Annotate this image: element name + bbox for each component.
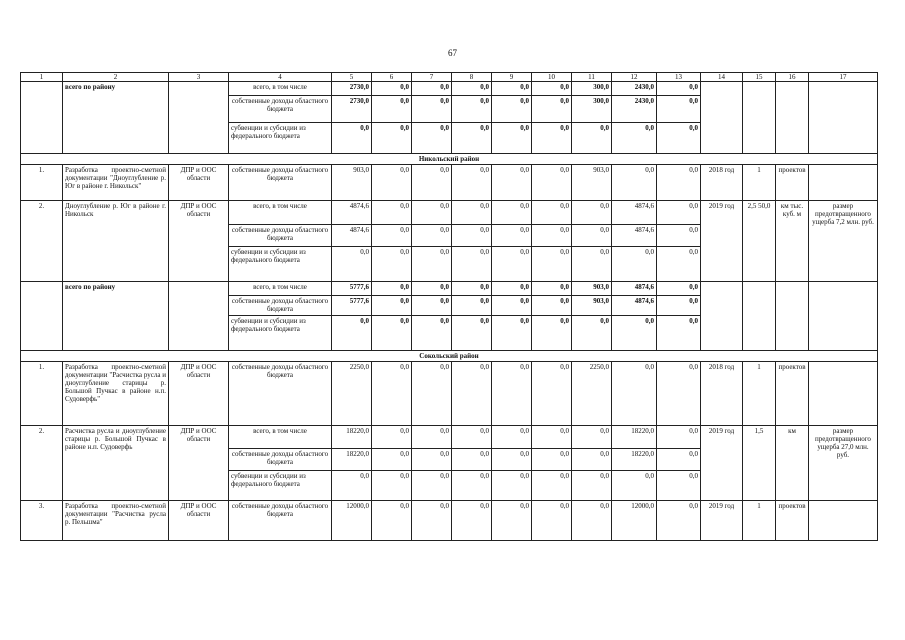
column-header: 9 bbox=[492, 73, 532, 82]
value-cell: 18220,0 bbox=[612, 426, 657, 449]
value-cell: 0,0 bbox=[657, 296, 701, 316]
column-header: 11 bbox=[572, 73, 612, 82]
quantity: 1 bbox=[743, 362, 776, 426]
value-cell: 0,0 bbox=[657, 362, 701, 426]
value-cell: 4874,6 bbox=[612, 282, 657, 296]
value-cell: 2250,0 bbox=[332, 362, 372, 426]
value-cell: 0,0 bbox=[412, 123, 452, 154]
table-row bbox=[21, 201, 878, 225]
funding-source: субвенции и субсидии из федерального бюджета bbox=[229, 316, 332, 351]
deadline bbox=[701, 282, 743, 351]
column-header: 4 bbox=[229, 73, 332, 82]
value-cell: 0,0 bbox=[492, 426, 532, 449]
quantity: 1 bbox=[743, 165, 776, 201]
value-cell: 0,0 bbox=[657, 96, 701, 123]
executor: ДПР и ООС области bbox=[169, 165, 229, 201]
value-cell: 0,0 bbox=[492, 201, 532, 225]
column-header: 10 bbox=[532, 73, 572, 82]
funding-source: субвенции и субсидии из федерального бюджета bbox=[229, 123, 332, 154]
value-cell: 0,0 bbox=[412, 471, 452, 501]
column-header: 2 bbox=[63, 73, 169, 82]
value-cell: 2250,0 bbox=[572, 362, 612, 426]
value-cell: 0,0 bbox=[532, 123, 572, 154]
value-cell: 2430,0 bbox=[612, 82, 657, 96]
effect: размер предотвращенного ущерба 27,0 млн. руб. bbox=[809, 426, 878, 501]
item-number bbox=[21, 82, 63, 154]
value-cell: 0,0 bbox=[452, 247, 492, 282]
district-total-label: всего по району bbox=[63, 282, 169, 351]
value-cell: 0,0 bbox=[572, 449, 612, 471]
column-header: 3 bbox=[169, 73, 229, 82]
column-header: 6 bbox=[372, 73, 412, 82]
district-total-label: всего по району bbox=[63, 82, 169, 154]
quantity: 1 bbox=[743, 501, 776, 541]
unit bbox=[776, 82, 809, 154]
value-cell: 0,0 bbox=[657, 316, 701, 351]
section-title: Сокольский район bbox=[21, 351, 878, 362]
funding-source: субвенции и субсидии из федерального бюджета bbox=[229, 247, 332, 282]
value-cell: 0,0 bbox=[572, 201, 612, 225]
budget-table bbox=[20, 72, 878, 541]
deadline: 2019 год bbox=[701, 501, 743, 541]
value-cell: 0,0 bbox=[492, 82, 532, 96]
deadline bbox=[701, 82, 743, 154]
value-cell: 0,0 bbox=[332, 471, 372, 501]
value-cell: 0,0 bbox=[657, 82, 701, 96]
value-cell: 0,0 bbox=[612, 362, 657, 426]
value-cell: 0,0 bbox=[657, 201, 701, 225]
value-cell: 0,0 bbox=[492, 96, 532, 123]
value-cell: 0,0 bbox=[452, 471, 492, 501]
value-cell: 0,0 bbox=[372, 201, 412, 225]
value-cell: 0,0 bbox=[657, 449, 701, 471]
table-row bbox=[21, 426, 878, 449]
value-cell: 0,0 bbox=[572, 501, 612, 541]
value-cell: 0,0 bbox=[452, 123, 492, 154]
value-cell: 4874,6 bbox=[332, 201, 372, 225]
value-cell: 0,0 bbox=[412, 96, 452, 123]
table-row bbox=[21, 351, 878, 362]
value-cell: 2430,0 bbox=[612, 96, 657, 123]
item-number: 3. bbox=[21, 501, 63, 541]
value-cell: 0,0 bbox=[612, 123, 657, 154]
value-cell: 0,0 bbox=[532, 426, 572, 449]
value-cell: 0,0 bbox=[572, 316, 612, 351]
column-header: 8 bbox=[452, 73, 492, 82]
value-cell: 0,0 bbox=[372, 247, 412, 282]
deadline: 2019 год bbox=[701, 426, 743, 501]
table-row bbox=[21, 282, 878, 296]
value-cell: 0,0 bbox=[657, 282, 701, 296]
value-cell: 0,0 bbox=[412, 449, 452, 471]
column-header: 16 bbox=[776, 73, 809, 82]
executor: ДПР и ООС области bbox=[169, 501, 229, 541]
effect bbox=[809, 82, 878, 154]
value-cell: 0,0 bbox=[412, 501, 452, 541]
value-cell: 0,0 bbox=[532, 82, 572, 96]
funding-source: собственные доходы областного бюджета bbox=[229, 501, 332, 541]
value-cell: 903,0 bbox=[572, 282, 612, 296]
value-cell: 0,0 bbox=[412, 225, 452, 247]
value-cell: 0,0 bbox=[372, 362, 412, 426]
value-cell: 2730,0 bbox=[332, 82, 372, 96]
value-cell: 0,0 bbox=[532, 201, 572, 225]
table-row bbox=[21, 165, 878, 201]
funding-source: всего, в том числе bbox=[229, 282, 332, 296]
value-cell: 0,0 bbox=[657, 426, 701, 449]
value-cell: 0,0 bbox=[572, 471, 612, 501]
value-cell: 5777,6 bbox=[332, 296, 372, 316]
column-header: 17 bbox=[809, 73, 878, 82]
funding-source: всего, в том числе bbox=[229, 82, 332, 96]
value-cell: 0,0 bbox=[612, 247, 657, 282]
column-header: 7 bbox=[412, 73, 452, 82]
item-name: Разработка проектно-сметной документации "Расчистка русла и дноуглубление старицы р. Большой Пучкас в районе н.п. Судоверфь" bbox=[63, 362, 169, 426]
column-header: 15 bbox=[743, 73, 776, 82]
value-cell: 0,0 bbox=[532, 316, 572, 351]
value-cell: 0,0 bbox=[372, 123, 412, 154]
funding-source: собственные доходы областного бюджета bbox=[229, 96, 332, 123]
funding-source: собственные доходы областного бюджета bbox=[229, 165, 332, 201]
value-cell: 0,0 bbox=[492, 362, 532, 426]
value-cell: 0,0 bbox=[532, 449, 572, 471]
value-cell: 0,0 bbox=[492, 316, 532, 351]
deadline: 2018 год bbox=[701, 362, 743, 426]
value-cell: 0,0 bbox=[372, 296, 412, 316]
value-cell: 0,0 bbox=[412, 296, 452, 316]
item-number: 2. bbox=[21, 426, 63, 501]
value-cell: 0,0 bbox=[412, 165, 452, 201]
value-cell: 12000,0 bbox=[612, 501, 657, 541]
value-cell: 0,0 bbox=[532, 296, 572, 316]
funding-source: всего, в том числе bbox=[229, 201, 332, 225]
page-number: 67 bbox=[448, 48, 457, 58]
value-cell: 0,0 bbox=[412, 362, 452, 426]
value-cell: 0,0 bbox=[332, 316, 372, 351]
unit: проектов bbox=[776, 501, 809, 541]
funding-source: субвенции и субсидии из федерального бюджета bbox=[229, 471, 332, 501]
value-cell: 0,0 bbox=[332, 247, 372, 282]
value-cell: 0,0 bbox=[657, 123, 701, 154]
value-cell: 0,0 bbox=[372, 426, 412, 449]
value-cell: 903,0 bbox=[572, 296, 612, 316]
value-cell: 0,0 bbox=[532, 247, 572, 282]
value-cell: 0,0 bbox=[452, 426, 492, 449]
value-cell: 0,0 bbox=[612, 316, 657, 351]
item-name: Расчистка русла и дноуглубление старицы р. Большой Пучкас в районе н.п. Судоверфь bbox=[63, 426, 169, 501]
executor: ДПР и ООС области bbox=[169, 201, 229, 282]
value-cell: 12000,0 bbox=[332, 501, 372, 541]
funding-source: всего, в том числе bbox=[229, 426, 332, 449]
value-cell: 0,0 bbox=[657, 165, 701, 201]
value-cell: 0,0 bbox=[452, 165, 492, 201]
effect: размер предотвращенного ущерба 7,2 млн. руб. bbox=[809, 201, 878, 282]
value-cell: 5777,6 bbox=[332, 282, 372, 296]
item-name: Разработка проектно-сметной документации "Расчистка русла р. Пельшма" bbox=[63, 501, 169, 541]
value-cell: 2730,0 bbox=[332, 96, 372, 123]
value-cell: 0,0 bbox=[532, 165, 572, 201]
value-cell: 0,0 bbox=[452, 225, 492, 247]
value-cell: 0,0 bbox=[452, 296, 492, 316]
table-row bbox=[21, 154, 878, 165]
table-row bbox=[21, 82, 878, 96]
value-cell: 0,0 bbox=[572, 247, 612, 282]
value-cell: 0,0 bbox=[492, 225, 532, 247]
value-cell: 0,0 bbox=[372, 96, 412, 123]
section-title: Никольский район bbox=[21, 154, 878, 165]
value-cell: 0,0 bbox=[372, 449, 412, 471]
value-cell: 0,0 bbox=[492, 123, 532, 154]
value-cell: 0,0 bbox=[657, 501, 701, 541]
value-cell: 0,0 bbox=[372, 282, 412, 296]
value-cell: 903,0 bbox=[572, 165, 612, 201]
value-cell: 4874,6 bbox=[612, 296, 657, 316]
column-header: 5 bbox=[332, 73, 372, 82]
value-cell: 0,0 bbox=[657, 225, 701, 247]
column-header: 1 bbox=[21, 73, 63, 82]
table-row bbox=[21, 362, 878, 426]
value-cell: 0,0 bbox=[657, 471, 701, 501]
deadline: 2018 год bbox=[701, 165, 743, 201]
quantity: 2,5 50,0 bbox=[743, 201, 776, 282]
value-cell: 0,0 bbox=[412, 82, 452, 96]
value-cell: 0,0 bbox=[452, 449, 492, 471]
unit bbox=[776, 282, 809, 351]
value-cell: 0,0 bbox=[532, 225, 572, 247]
value-cell: 0,0 bbox=[452, 362, 492, 426]
value-cell: 0,0 bbox=[412, 247, 452, 282]
value-cell: 0,0 bbox=[332, 123, 372, 154]
value-cell: 0,0 bbox=[372, 82, 412, 96]
item-number bbox=[21, 282, 63, 351]
value-cell: 0,0 bbox=[532, 96, 572, 123]
value-cell: 0,0 bbox=[492, 282, 532, 296]
funding-source: собственные доходы областного бюджета bbox=[229, 296, 332, 316]
value-cell: 0,0 bbox=[492, 165, 532, 201]
value-cell: 0,0 bbox=[532, 282, 572, 296]
value-cell: 0,0 bbox=[372, 225, 412, 247]
executor: ДПР и ООС области bbox=[169, 362, 229, 426]
effect bbox=[809, 165, 878, 201]
value-cell: 0,0 bbox=[412, 201, 452, 225]
value-cell: 4874,6 bbox=[612, 201, 657, 225]
value-cell: 0,0 bbox=[612, 471, 657, 501]
value-cell: 0,0 bbox=[412, 282, 452, 296]
value-cell: 903,0 bbox=[332, 165, 372, 201]
column-header: 13 bbox=[657, 73, 701, 82]
effect bbox=[809, 501, 878, 541]
executor bbox=[169, 282, 229, 351]
value-cell: 0,0 bbox=[572, 426, 612, 449]
value-cell: 0,0 bbox=[532, 501, 572, 541]
value-cell: 0,0 bbox=[492, 471, 532, 501]
value-cell: 0,0 bbox=[452, 282, 492, 296]
funding-source: собственные доходы областного бюджета bbox=[229, 449, 332, 471]
value-cell: 0,0 bbox=[372, 316, 412, 351]
value-cell: 18220,0 bbox=[612, 449, 657, 471]
value-cell: 4874,6 bbox=[612, 225, 657, 247]
unit: проектов bbox=[776, 165, 809, 201]
column-header: 12 bbox=[612, 73, 657, 82]
table-row bbox=[21, 501, 878, 541]
funding-source: собственные доходы областного бюджета bbox=[229, 225, 332, 247]
value-cell: 0,0 bbox=[452, 201, 492, 225]
value-cell: 300,0 bbox=[572, 96, 612, 123]
value-cell: 0,0 bbox=[572, 225, 612, 247]
value-cell: 0,0 bbox=[492, 501, 532, 541]
value-cell: 0,0 bbox=[452, 316, 492, 351]
value-cell: 0,0 bbox=[412, 426, 452, 449]
value-cell: 0,0 bbox=[412, 316, 452, 351]
executor: ДПР и ООС области bbox=[169, 426, 229, 501]
value-cell: 0,0 bbox=[612, 165, 657, 201]
value-cell: 18220,0 bbox=[332, 426, 372, 449]
funding-source: собственные доходы областного бюджета bbox=[229, 362, 332, 426]
effect bbox=[809, 282, 878, 351]
item-number: 2. bbox=[21, 201, 63, 282]
item-name: Разработка проектно-сметной документации "Дноуглубление р. Юг в районе г. Никольск" bbox=[63, 165, 169, 201]
item-name: Дноуглубление р. Юг в районе г. Никольск bbox=[63, 201, 169, 282]
value-cell: 0,0 bbox=[372, 165, 412, 201]
value-cell: 0,0 bbox=[657, 247, 701, 282]
value-cell: 0,0 bbox=[492, 296, 532, 316]
quantity: 1,5 bbox=[743, 426, 776, 501]
unit: км bbox=[776, 426, 809, 501]
deadline: 2019 год bbox=[701, 201, 743, 282]
value-cell: 0,0 bbox=[372, 501, 412, 541]
executor bbox=[169, 82, 229, 154]
value-cell: 4874,6 bbox=[332, 225, 372, 247]
quantity bbox=[743, 282, 776, 351]
value-cell: 0,0 bbox=[452, 501, 492, 541]
column-header: 14 bbox=[701, 73, 743, 82]
item-number: 1. bbox=[21, 362, 63, 426]
effect bbox=[809, 362, 878, 426]
unit: км тыс. куб. м bbox=[776, 201, 809, 282]
value-cell: 0,0 bbox=[492, 449, 532, 471]
value-cell: 0,0 bbox=[492, 247, 532, 282]
value-cell: 0,0 bbox=[372, 471, 412, 501]
quantity bbox=[743, 82, 776, 154]
unit: проектов bbox=[776, 362, 809, 426]
value-cell: 0,0 bbox=[532, 471, 572, 501]
value-cell: 0,0 bbox=[452, 96, 492, 123]
table-row bbox=[21, 73, 878, 82]
item-number: 1. bbox=[21, 165, 63, 201]
value-cell: 0,0 bbox=[572, 123, 612, 154]
value-cell: 300,0 bbox=[572, 82, 612, 96]
value-cell: 0,0 bbox=[452, 82, 492, 96]
value-cell: 0,0 bbox=[532, 362, 572, 426]
value-cell: 18220,0 bbox=[332, 449, 372, 471]
